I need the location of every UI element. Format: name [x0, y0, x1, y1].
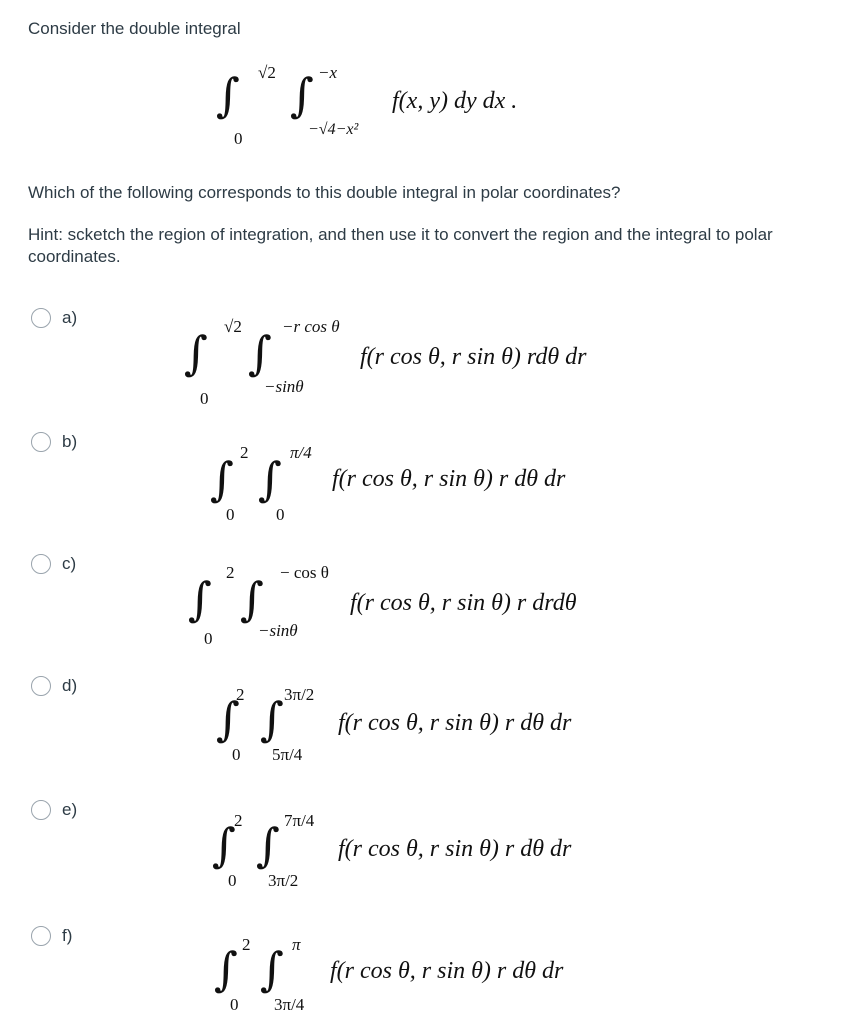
outer-upper-limit: √2: [258, 63, 276, 82]
inner-integral-sign: ∫: [256, 818, 280, 872]
outer-upper-limit: 2: [226, 563, 235, 582]
inner-lower-limit: 5π/4: [272, 745, 303, 764]
outer-integral-sign: ∫: [188, 572, 212, 626]
outer-lower-limit: 0: [228, 871, 237, 890]
outer-integral-sign: ∫: [216, 692, 240, 746]
option-label: a): [62, 308, 78, 327]
inner-lower-limit: −sinθ: [258, 621, 298, 640]
radio-option-a[interactable]: [31, 308, 51, 328]
main-integrand: f(x, y) dy dx .: [392, 88, 518, 114]
outer-integral-sign: ∫: [184, 326, 208, 380]
question-prompt: Which of the following corresponds to this double integral in polar coordinates?: [28, 183, 621, 202]
inner-upper-limit: − cos θ: [280, 563, 329, 582]
option-label: e): [62, 800, 78, 819]
inner-lower-limit: 3π/2: [268, 871, 299, 890]
outer-upper-limit: √2: [224, 317, 242, 336]
inner-lower-limit: 3π/4: [274, 995, 305, 1014]
option-label: f): [62, 926, 73, 945]
inner-upper-limit: 7π/4: [284, 811, 315, 830]
outer-lower-limit: 0: [234, 129, 243, 148]
outer-integral-sign: ∫: [216, 68, 240, 122]
outer-integral-sign: ∫: [210, 452, 234, 506]
option-integrand: f(r cos θ, r sin θ) r drdθ: [350, 590, 577, 616]
inner-upper-limit: −x: [318, 63, 338, 82]
inner-integral-sign: ∫: [260, 692, 284, 746]
outer-upper-limit: 2: [236, 685, 245, 704]
radio-option-c[interactable]: [31, 554, 51, 574]
inner-integral-sign: ∫: [260, 942, 284, 996]
radio-option-e[interactable]: [31, 800, 51, 820]
hint-text: Hint: scketch the region of integration, and then use it to convert the region and the integral to polar coordinates.: [28, 225, 773, 266]
option-integrand: f(r cos θ, r sin θ) r dθ dr: [330, 958, 564, 984]
outer-lower-limit: 0: [232, 745, 241, 764]
option-label: d): [62, 676, 78, 695]
inner-lower-limit: −sinθ: [264, 377, 304, 396]
radio-option-d[interactable]: [31, 676, 51, 696]
inner-integral-sign: ∫: [290, 68, 314, 122]
outer-lower-limit: 0: [226, 505, 235, 524]
outer-upper-limit: 2: [240, 443, 249, 462]
outer-upper-limit: 2: [234, 811, 243, 830]
inner-upper-limit: −r cos θ: [282, 317, 340, 336]
outer-lower-limit: 0: [230, 995, 239, 1014]
option-integrand: f(r cos θ, r sin θ) r dθ dr: [338, 836, 572, 862]
inner-lower-limit: −√4−x²: [308, 121, 359, 138]
inner-upper-limit: π: [292, 935, 301, 954]
option-integrand: f(r cos θ, r sin θ) r dθ dr: [338, 710, 572, 736]
outer-lower-limit: 0: [204, 629, 213, 648]
radio-option-f[interactable]: [31, 926, 51, 946]
inner-integral-sign: ∫: [240, 572, 264, 626]
outer-integral-sign: ∫: [212, 818, 236, 872]
radio-option-b[interactable]: [31, 432, 51, 452]
outer-lower-limit: 0: [200, 389, 209, 408]
outer-integral-sign: ∫: [214, 942, 238, 996]
inner-integral-sign: ∫: [248, 326, 272, 380]
inner-integral-sign: ∫: [258, 452, 282, 506]
option-label: b): [62, 432, 78, 451]
inner-upper-limit: 3π/2: [284, 685, 315, 704]
intro-text: Consider the double integral: [28, 19, 241, 38]
option-label: c): [62, 554, 77, 573]
option-integrand: f(r cos θ, r sin θ) r dθ dr: [332, 466, 566, 492]
inner-upper-limit: π/4: [290, 443, 312, 462]
inner-lower-limit: 0: [276, 505, 285, 524]
option-integrand: f(r cos θ, r sin θ) rdθ dr: [360, 344, 587, 370]
outer-upper-limit: 2: [242, 935, 251, 954]
